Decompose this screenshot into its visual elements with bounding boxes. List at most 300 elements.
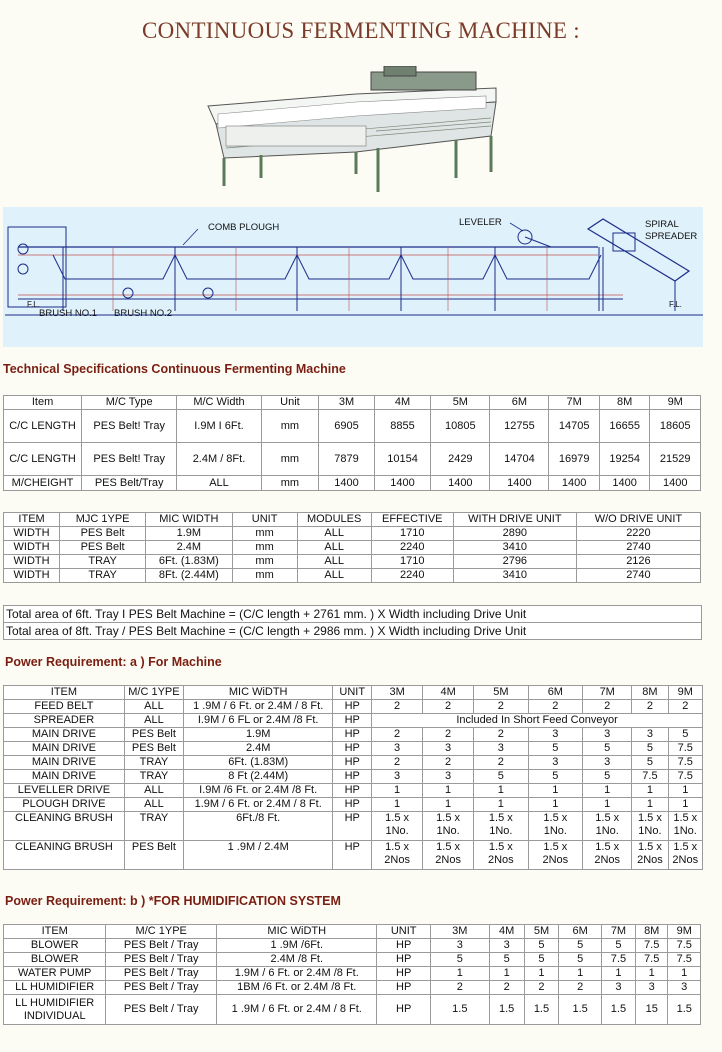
power-b-heading: Power Requirement: b ) *FOR HUMIDIFICATION SYSTEM — [5, 894, 341, 908]
table-cell: 3 — [372, 742, 423, 756]
column-header: W/O DRIVE UNIT — [576, 513, 700, 527]
table-cell: 5 — [528, 742, 582, 756]
column-header: 5M — [474, 686, 528, 700]
table-cell: 3 — [668, 981, 701, 995]
column-header: 5M — [524, 925, 559, 939]
column-header: 4M — [423, 686, 474, 700]
table-row — [4, 812, 703, 841]
table-cell: 1.5 — [489, 995, 524, 1025]
leveler-label: LEVELER — [459, 217, 502, 228]
table-cell: PES Belt — [124, 728, 183, 742]
table-cell: 1.5 x 1No. — [583, 812, 632, 841]
table-cell: 1.5 x 2Nos — [423, 841, 474, 870]
table-cell: 16979 — [549, 443, 600, 476]
table-cell: 3 — [528, 728, 582, 742]
table-cell: 3 — [430, 939, 489, 953]
column-header: 4M — [374, 396, 431, 410]
table-cell: WIDTH — [4, 555, 60, 569]
table-cell: WIDTH — [4, 569, 60, 583]
spiral-label: SPIRAL — [645, 219, 679, 230]
table-cell: LEVELLER DRIVE — [4, 784, 125, 798]
column-header: ITEM — [4, 686, 125, 700]
table-cell: 2220 — [576, 527, 700, 541]
table-cell: 2 — [559, 981, 602, 995]
table-cell: SPREADER — [4, 714, 125, 728]
table-cell: 1 .9M / 6 Ft. or 2.4M / 8 Ft. — [184, 700, 333, 714]
table-cell: 2 — [430, 981, 489, 995]
table-cell: 1400 — [431, 476, 490, 491]
table-cell: TRAY — [124, 812, 183, 841]
table-cell: FEED BELT — [4, 700, 125, 714]
table-cell: 2 — [423, 756, 474, 770]
table-cell: 1710 — [371, 555, 453, 569]
table-cell: HP — [333, 728, 372, 742]
table-cell: BLOWER — [4, 953, 106, 967]
table-cell: M/CHEIGHT — [4, 476, 82, 491]
table-cell: mm — [261, 410, 318, 443]
table-cell: 2 — [668, 700, 702, 714]
table-cell: 1 .9M / 6 Ft. or 2.4M / 8 Ft. — [217, 995, 377, 1025]
table-cell: 3 — [423, 770, 474, 784]
brush-no1-label: BRUSH NO.1 — [39, 308, 98, 319]
column-header: ITEM — [4, 925, 106, 939]
table-cell: 1.9M / 6 Ft. or 2.4M / 8 Ft. — [184, 798, 333, 812]
table-cell: 5 — [430, 953, 489, 967]
table-cell: 1.5 x 1No. — [528, 812, 582, 841]
table-cell: 2796 — [453, 555, 576, 569]
table-cell: 1 — [423, 784, 474, 798]
power-machine-table — [3, 685, 703, 870]
table-cell: 2 — [528, 700, 582, 714]
table-cell: I.9M /6 Ft. or 2.4M /8 Ft. — [184, 784, 333, 798]
table-cell: HP — [333, 841, 372, 870]
table-cell: PES Belt / Tray — [106, 995, 217, 1025]
table-row — [4, 476, 701, 491]
column-header: 6M — [559, 925, 602, 939]
table-cell: 1.5 — [430, 995, 489, 1025]
table-cell: 7.5 — [635, 939, 667, 953]
table-cell: ALL — [297, 555, 371, 569]
table-row — [4, 541, 701, 555]
header-row — [4, 396, 701, 410]
table-cell: 3 — [474, 742, 528, 756]
table-cell: 1 — [489, 967, 524, 981]
table-cell: 5 — [632, 742, 668, 756]
table-cell: 1710 — [371, 527, 453, 541]
table-cell: WIDTH — [4, 541, 60, 555]
table-cell: 7.5 — [668, 770, 702, 784]
table-cell: HP — [333, 742, 372, 756]
table-cell: 1.5 x 2Nos — [632, 841, 668, 870]
column-header: MIC WiDTH — [217, 925, 377, 939]
table-cell: 21529 — [650, 443, 701, 476]
area-notes — [3, 605, 702, 640]
table-cell: mm — [232, 527, 297, 541]
table-cell: 1.5 x 1No. — [668, 812, 702, 841]
table-cell: 1 .9M /6Ft. — [217, 939, 377, 953]
table-cell: Included In Short Feed Conveyor — [372, 714, 703, 728]
table-cell: 2.4M /8 Ft. — [217, 953, 377, 967]
tech-spec-table — [3, 395, 701, 491]
table-cell: 5 — [524, 939, 559, 953]
table-cell: 1.9M — [184, 728, 333, 742]
table-cell: 1400 — [490, 476, 549, 491]
table-cell: PES Belt — [124, 841, 183, 870]
table-cell: 2.4M — [184, 742, 333, 756]
column-header: 5M — [431, 396, 490, 410]
column-header: 6M — [490, 396, 549, 410]
table-cell: 8855 — [374, 410, 431, 443]
table-row — [4, 410, 701, 443]
table-cell: HP — [377, 995, 430, 1025]
column-header: 3M — [430, 925, 489, 939]
table-cell: 1400 — [319, 476, 375, 491]
table-cell: 1 — [474, 784, 528, 798]
table-cell: 5 — [668, 728, 702, 742]
column-header: 9M — [668, 925, 701, 939]
column-header: 7M — [583, 686, 632, 700]
table-row — [4, 728, 703, 742]
table-row — [4, 742, 703, 756]
column-header: UNIT — [232, 513, 297, 527]
table-cell: 1 — [528, 784, 582, 798]
table-cell: MAIN DRIVE — [4, 728, 125, 742]
table-cell: 2 — [372, 756, 423, 770]
table-cell: 3410 — [453, 569, 576, 583]
column-header: 8M — [632, 686, 668, 700]
table-cell: 1.5 x 1No. — [372, 812, 423, 841]
table-cell: 1 — [372, 798, 423, 812]
table-cell: 2 — [372, 700, 423, 714]
table-cell: ALL — [124, 784, 183, 798]
table-cell: 1.9M — [146, 527, 232, 541]
table-cell: 2240 — [371, 541, 453, 555]
table-cell: 1400 — [650, 476, 701, 491]
table-cell: 2 — [474, 728, 528, 742]
table-cell: 1.9M / 6 Ft. or 2.4M /8 Ft. — [217, 967, 377, 981]
table-cell: 1 — [668, 798, 702, 812]
table-cell: 2.4M — [146, 541, 232, 555]
table-cell: HP — [377, 939, 430, 953]
table-cell: 1.5 x 1No. — [632, 812, 668, 841]
table-cell: I.9M I 6Ft. — [177, 410, 261, 443]
brush-no2-label: BRUSH NO.2 — [114, 308, 173, 319]
table-cell: 5 — [528, 770, 582, 784]
table-cell: 1.5 x 2Nos — [474, 841, 528, 870]
table-cell: 1 — [528, 798, 582, 812]
table-cell: 5 — [583, 742, 632, 756]
table-cell: 1.5 — [668, 995, 701, 1025]
table-cell: 1.5 x 1No. — [423, 812, 474, 841]
table-cell: PES Belt / Tray — [106, 953, 217, 967]
table-cell: 5 — [559, 939, 602, 953]
column-header: ITEM — [4, 513, 60, 527]
table-cell: 5 — [583, 770, 632, 784]
table-cell: 3 — [583, 728, 632, 742]
table-cell: 6Ft. (1.83M) — [146, 555, 232, 569]
table-cell: 5 — [559, 953, 602, 967]
column-header: EFFECTIVE — [371, 513, 453, 527]
table-row — [4, 953, 701, 967]
table-cell: 3 — [423, 742, 474, 756]
table-cell: 2 — [423, 700, 474, 714]
table-row — [4, 798, 703, 812]
table-cell: PES Belt / Tray — [106, 939, 217, 953]
table-cell: 1 — [668, 784, 702, 798]
column-header: M/C 1YPE — [124, 686, 183, 700]
table-cell: 3 — [583, 756, 632, 770]
column-header: 6M — [528, 686, 582, 700]
table-cell: C/C LENGTH — [4, 443, 82, 476]
table-cell: 1 — [524, 967, 559, 981]
area-note-8ft: Total area of 8ft. Tray / PES Belt Machine = (C/C length + 2986 mm. ) X Width including Drive Unit — [4, 622, 701, 639]
table-cell: TRAY — [124, 770, 183, 784]
side-elevation-diagram — [3, 207, 703, 347]
table-cell: 2 — [474, 756, 528, 770]
table-cell: 7879 — [319, 443, 375, 476]
table-cell: 8 Ft (2.44M) — [184, 770, 333, 784]
table-cell: 1.5 x 2Nos — [583, 841, 632, 870]
table-cell: TRAY — [60, 555, 146, 569]
column-header: MIC WIDTH — [146, 513, 232, 527]
header-row — [4, 513, 701, 527]
table-row — [4, 967, 701, 981]
table-cell: HP — [333, 784, 372, 798]
table-row — [4, 555, 701, 569]
table-cell: 2 — [632, 700, 668, 714]
table-cell: HP — [333, 700, 372, 714]
table-cell: 1 — [632, 784, 668, 798]
column-header: M/C 1YPE — [106, 925, 217, 939]
table-row — [4, 939, 701, 953]
table-cell: MAIN DRIVE — [4, 742, 125, 756]
table-row — [4, 995, 701, 1025]
column-header: 8M — [635, 925, 667, 939]
table-cell: 5 — [474, 770, 528, 784]
table-cell: mm — [261, 443, 318, 476]
table-cell: 2240 — [371, 569, 453, 583]
table-cell: mm — [232, 541, 297, 555]
column-header: M/C Width — [177, 396, 261, 410]
table-cell: PES Belt — [60, 527, 146, 541]
table-cell: 1 — [583, 798, 632, 812]
table-cell: 3 — [489, 939, 524, 953]
table-row — [4, 569, 701, 583]
comb-plough-label: COMB PLOUGH — [208, 222, 280, 233]
column-header: UNIT — [377, 925, 430, 939]
table-cell: ALL — [177, 476, 261, 491]
table-cell: MAIN DRIVE — [4, 770, 125, 784]
table-cell: 1 .9M / 2.4M — [184, 841, 333, 870]
table-cell: CLEANING BRUSH — [4, 841, 125, 870]
column-header: WITH DRIVE UNIT — [453, 513, 576, 527]
table-row — [4, 841, 703, 870]
table-cell: 1 — [583, 784, 632, 798]
column-header: 7M — [549, 396, 600, 410]
page-title: CONTINUOUS FERMENTING MACHINE : — [142, 18, 580, 43]
table-cell: TRAY — [124, 756, 183, 770]
table-cell: 14705 — [549, 410, 600, 443]
table-cell: 2 — [583, 700, 632, 714]
column-header: 3M — [319, 396, 375, 410]
table-cell: HP — [333, 770, 372, 784]
column-header: MODULES — [297, 513, 371, 527]
table-cell: 1.5 x 2Nos — [668, 841, 702, 870]
table-cell: 5 — [524, 953, 559, 967]
table-row — [4, 714, 703, 728]
table-cell: 1400 — [374, 476, 431, 491]
column-header: 9M — [668, 686, 702, 700]
table-cell: 3410 — [453, 541, 576, 555]
table-cell: WATER PUMP — [4, 967, 106, 981]
table-row — [4, 443, 701, 476]
table-cell: 18605 — [650, 410, 701, 443]
table-cell: 19254 — [599, 443, 650, 476]
table-cell: 3 — [528, 756, 582, 770]
column-header: Unit — [261, 396, 318, 410]
table-cell: 7.5 — [668, 756, 702, 770]
table-cell: 1 — [601, 967, 635, 981]
table-row — [4, 756, 703, 770]
table-cell: CLEANING BRUSH — [4, 812, 125, 841]
table-cell: ALL — [124, 714, 183, 728]
area-note-6ft: Total area of 6ft. Tray I PES Belt Machine = (C/C length + 2761 mm. ) X Width including Drive Unit — [6, 607, 527, 621]
table-cell: 1 — [668, 967, 701, 981]
width-table — [3, 512, 701, 583]
table-cell: LL HUMIDIFIER — [4, 981, 106, 995]
table-cell: 1400 — [599, 476, 650, 491]
table-cell: ALL — [297, 541, 371, 555]
table-cell: 2740 — [576, 541, 700, 555]
table-cell: 5 — [489, 953, 524, 967]
table-cell: 1 — [430, 967, 489, 981]
column-header: M/C Type — [82, 396, 177, 410]
table-cell: PES Belt / Tray — [106, 981, 217, 995]
table-cell: 10805 — [431, 410, 490, 443]
table-cell: PES Belt! Tray — [82, 410, 177, 443]
table-cell: 7.5 — [668, 939, 701, 953]
table-cell: 1.5 — [559, 995, 602, 1025]
table-row — [4, 700, 703, 714]
table-cell: 1.5 — [601, 995, 635, 1025]
table-cell: PLOUGH DRIVE — [4, 798, 125, 812]
table-cell: I.9M / 6 FL or 2.4M /8 Ft. — [184, 714, 333, 728]
header-row — [4, 686, 703, 700]
table-cell: 3 — [601, 981, 635, 995]
table-cell: PES Belt — [124, 742, 183, 756]
column-header: 8M — [599, 396, 650, 410]
table-cell: PES Belt! Tray — [82, 443, 177, 476]
table-cell: 12755 — [490, 410, 549, 443]
table-cell: mm — [232, 569, 297, 583]
table-cell: 6Ft. (1.83M) — [184, 756, 333, 770]
table-cell: 5 — [632, 756, 668, 770]
table-cell: 1 — [372, 784, 423, 798]
power-humidification-table — [3, 924, 701, 1025]
table-cell: mm — [261, 476, 318, 491]
table-cell: 1 — [474, 798, 528, 812]
table-cell: PES Belt — [60, 541, 146, 555]
table-cell: 1400 — [549, 476, 600, 491]
column-header: Item — [4, 396, 82, 410]
table-cell: 1 — [635, 967, 667, 981]
table-cell: 2.4M / 8Ft. — [177, 443, 261, 476]
table-cell: 1BM /6 Ft. or 2.4M /8 Ft. — [217, 981, 377, 995]
table-cell: 2126 — [576, 555, 700, 569]
column-header: 9M — [650, 396, 701, 410]
table-cell: ALL — [124, 798, 183, 812]
table-cell: 3 — [632, 728, 668, 742]
table-cell: 1.5 x 2Nos — [372, 841, 423, 870]
table-cell: C/C LENGTH — [4, 410, 82, 443]
table-cell: 7.5 — [668, 742, 702, 756]
table-cell: 2 — [423, 728, 474, 742]
table-cell: HP — [377, 981, 430, 995]
table-cell: 10154 — [374, 443, 431, 476]
table-row — [4, 784, 703, 798]
table-cell: 6905 — [319, 410, 375, 443]
table-cell: 1.5 x 2Nos — [528, 841, 582, 870]
table-row — [4, 770, 703, 784]
table-cell: 2 — [372, 728, 423, 742]
table-cell: 1.5 x 1No. — [474, 812, 528, 841]
table-cell: ALL — [297, 569, 371, 583]
table-row — [4, 527, 701, 541]
column-header: 7M — [601, 925, 635, 939]
table-cell: TRAY — [60, 569, 146, 583]
table-cell: 3 — [635, 981, 667, 995]
table-cell: ALL — [297, 527, 371, 541]
table-cell: 7.5 — [668, 953, 701, 967]
table-cell: 14704 — [490, 443, 549, 476]
table-cell: 6Ft./8 Ft. — [184, 812, 333, 841]
power-a-heading: Power Requirement: a ) For Machine — [5, 655, 222, 669]
table-cell: HP — [333, 812, 372, 841]
table-cell: 2 — [474, 700, 528, 714]
table-cell: mm — [232, 555, 297, 569]
table-cell: PES Belt/Tray — [82, 476, 177, 491]
table-cell: 2 — [489, 981, 524, 995]
table-cell: HP — [333, 756, 372, 770]
table-row — [4, 981, 701, 995]
table-cell: HP — [333, 798, 372, 812]
table-cell: HP — [377, 967, 430, 981]
table-cell: 8Ft. (2.44M) — [146, 569, 232, 583]
table-cell: 16655 — [599, 410, 650, 443]
floor-level-right-label: F.L. — [669, 300, 682, 309]
spreader-label: SPREADER — [645, 231, 698, 242]
table-cell: LL HUMIDIFIER INDIVIDUAL — [4, 995, 106, 1025]
table-cell: BLOWER — [4, 939, 106, 953]
column-header: 3M — [372, 686, 423, 700]
table-cell: 2740 — [576, 569, 700, 583]
table-cell: 15 — [635, 995, 667, 1025]
table-cell: 1.5 — [524, 995, 559, 1025]
floor-level-left-label: F.L. — [27, 300, 40, 309]
table-cell: 3 — [372, 770, 423, 784]
column-header: UNIT — [333, 686, 372, 700]
table-cell: ALL — [124, 700, 183, 714]
table-cell: 7.5 — [601, 953, 635, 967]
table-cell: WIDTH — [4, 527, 60, 541]
table-cell: HP — [377, 953, 430, 967]
table-cell: 7.5 — [632, 770, 668, 784]
table-cell: 5 — [601, 939, 635, 953]
table-cell: HP — [333, 714, 372, 728]
table-cell: 1 — [559, 967, 602, 981]
header-row — [4, 925, 701, 939]
table-cell: 7.5 — [635, 953, 667, 967]
